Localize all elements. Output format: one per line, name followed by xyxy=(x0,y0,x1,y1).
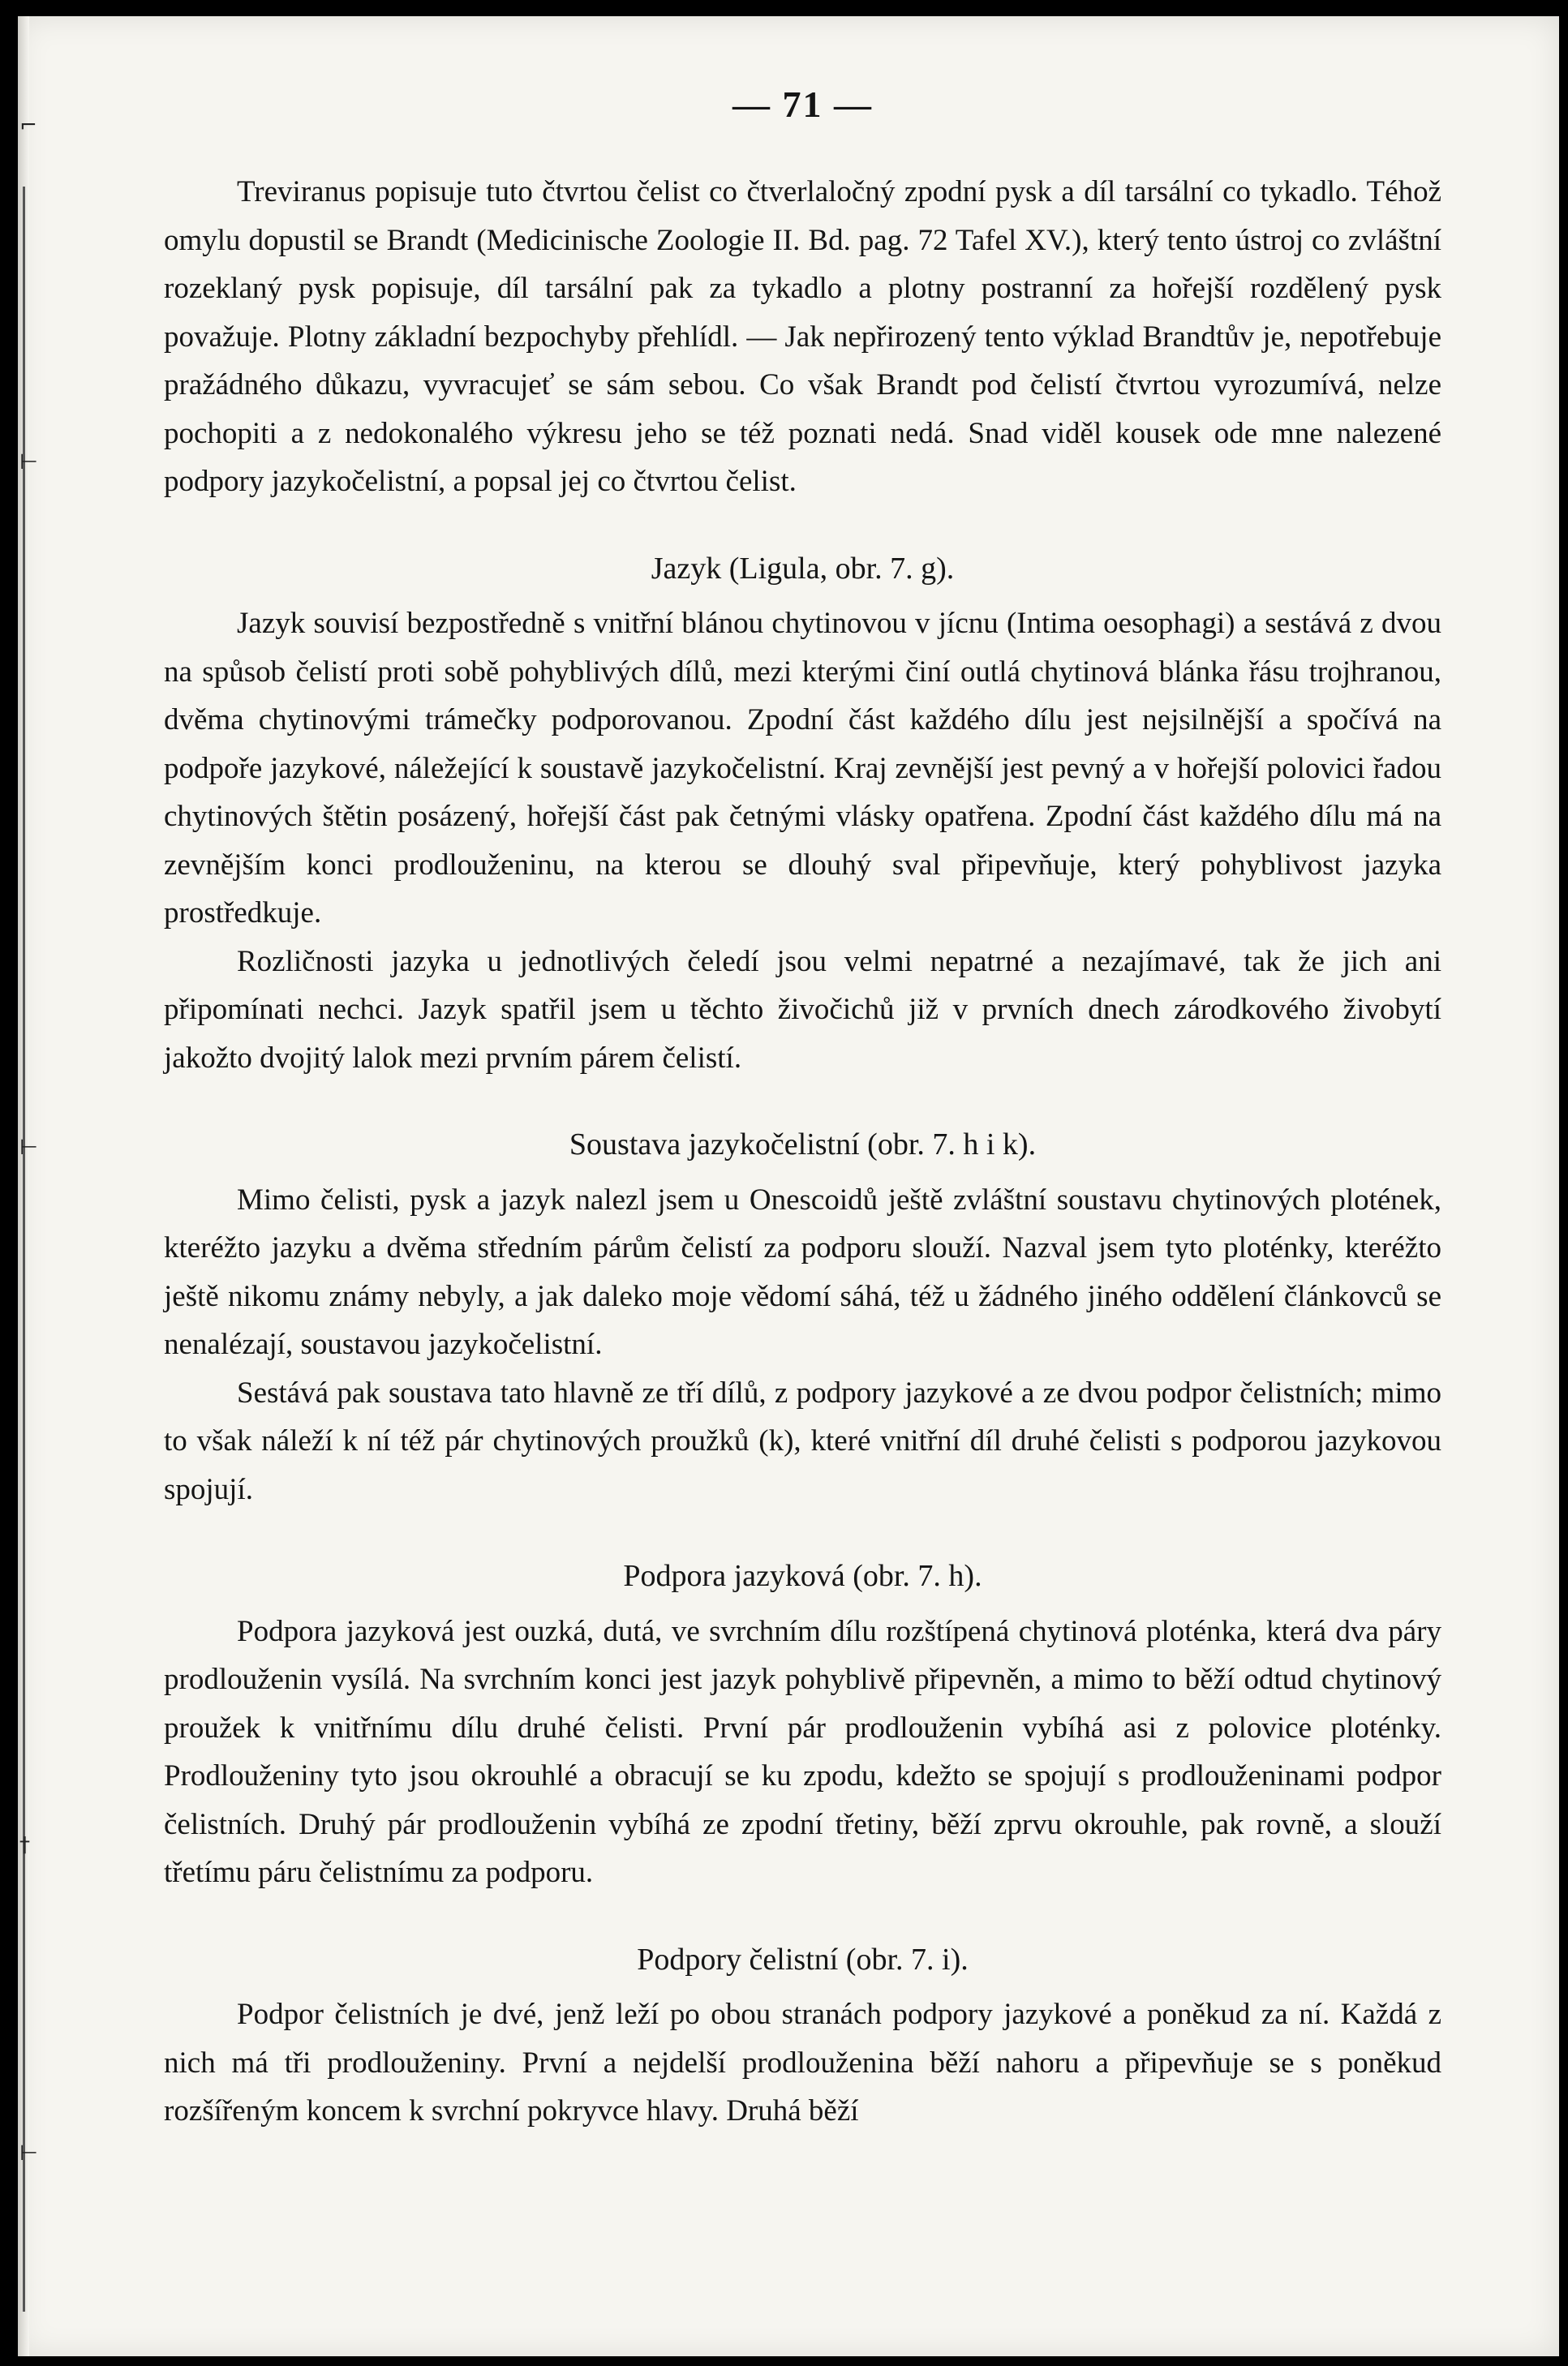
paragraph: Mimo čelisti, pysk a jazyk nalezl jsem u Onescoidů ještě zvláštní soustavu chytinových plotének, kteréžto jazyku a dvěma středním párům čelistí za podporu slouží. Nazval jsem tyto ploténky, kteréžto ještě nikomu známy nebyly, a jak daleko moje vědomí sáhá, též u žádného jiného oddělení článkovců se nenalézají, soustavou jazykočelistní. xyxy=(164,1183,1441,1361)
margin-mark-glyph: ⊢ xyxy=(19,2141,38,2166)
paragraph: Jazyk souvisí bezpostředně s vnitřní blánou chytinovou v jícnu (Intima oesophagi) a sestává z dvou na spůsob čelistí proti sobě pohyblivých dílů, mezi kterými činí outlá chytinová blánka řásu trojhranou, dvěma chytinovými trámečky podporovanou. Zpodní část každého dílu jest nejsilnější a spočívá na podpoře jazykové, náležející k soustavě jazykočelistní. Kraj zevnější jest pevný a v hořejší polovici řadou chytinových štětin posázený, hořejší část pak četnými vlásky opatřena. Zpodní část každého dílu má na zevnějším konci prodlouženinu, na kterou se dlouhý sval připevňuje, který pohyblivost jazyka prostředkuje. xyxy=(164,607,1441,930)
margin-mark-glyph: ⊢ xyxy=(19,1136,38,1160)
section-heading-podpory-celistni: Podpory čelistní (obr. 7. i). xyxy=(637,1942,969,1977)
section-heading-soustava: Soustava jazykočelistní (obr. 7. h i k). xyxy=(569,1127,1037,1162)
page-number: — 71 — xyxy=(732,84,873,125)
book-page xyxy=(18,16,1559,2356)
margin-mark-glyph: † xyxy=(19,1833,30,1857)
paragraph: Rozličnosti jazyka u jednotlivých čeledí jsou velmi nepatrné a nezajímavé, tak že jich ani připomínati nechci. Jazyk spatřil jsem u těchto živočichů již v prvních dnech zárodkového živobytí jakožto dvojitý lalok mezi prvním párem čelistí. xyxy=(164,944,1441,1075)
margin-mark-glyph: ⌐ xyxy=(19,114,37,138)
section-heading-podpora-jazykova: Podpora jazyková (obr. 7. h). xyxy=(623,1559,982,1593)
margin-mark-glyph: ⊢ xyxy=(19,450,38,474)
paragraph: Podpor čelistních je dvé, jenž leží po obou stranách podpory jazykové a poněkud za ní. Každá z nich má tři prodlouženiny. První a nejdelší prodlouženina běží nahoru a připevňuje se s poněkud rozšířeným koncem k svrchní pokryvce hlavy. Druhá běží xyxy=(164,1998,1441,2128)
section-heading-jazyk: Jazyk (Ligula, obr. 7. g). xyxy=(651,551,955,586)
page-content xyxy=(164,65,1441,2136)
paragraph-intro: Treviranus popisuje tuto čtvrtou čelist co čtverlaločný zpodní pysk a díl tarsální co tykadlo. Téhož omylu dopustil se Brandt (Medicinische Zoologie II. Bd. pag. 72 Tafel XV.), který tento ústroj co zvláštní rozeklaný pysk popisuje, díl tarsální pak za tykadlo a plotny postranní za hořejší rozdělený pysk považuje. Plotny základní bezpochyby přehlídl. — Jak nepřirozený tento výklad Brandtův je, nepotřebuje pražádného důkazu, vyvracujeť se sám sebou. Co však Brandt pod čelistí čtvrtou vyrozumívá, nelze pochopiti a z nedokonalého výkresu jeho se též poznati nedá. Snad viděl kousek ode mne nalezené podpory jazykočelistní, a popsal jej co čtvrtou čelist. xyxy=(164,175,1441,498)
left-margin-rule xyxy=(23,187,25,2312)
paragraph: Sestává pak soustava tato hlavně ze tří dílů, z podpory jazykové a ze dvou podpor čelistních; mimo to však náleží k ní též pár chytinových proužků (k), které vnitřní díl druhé čelisti s podporou jazykovou spojují. xyxy=(164,1376,1441,1506)
paragraph: Podpora jazyková jest ouzká, dutá, ve svrchním dílu rozštípená chytinová ploténka, která dva páry prodlouženin vysílá. Na svrchním konci jest jazyk pohyblivě připevněn, a mimo to běží odtud chytinový proužek k vnitřnímu dílu druhé čelisti. První pár prodlouženin vybíhá asi z polovice ploténky. Prodlouženiny tyto jsou okrouhlé a obracují se ku zpodu, kdežto se spojují s prodlouženinami podpor čelistních. Druhý pár prodlouženin vybíhá ze zpodní třetiny, běží zprvu okrouhle, pak rovně, a slouží třetímu páru čelistnímu za podporu. xyxy=(164,1614,1441,1889)
